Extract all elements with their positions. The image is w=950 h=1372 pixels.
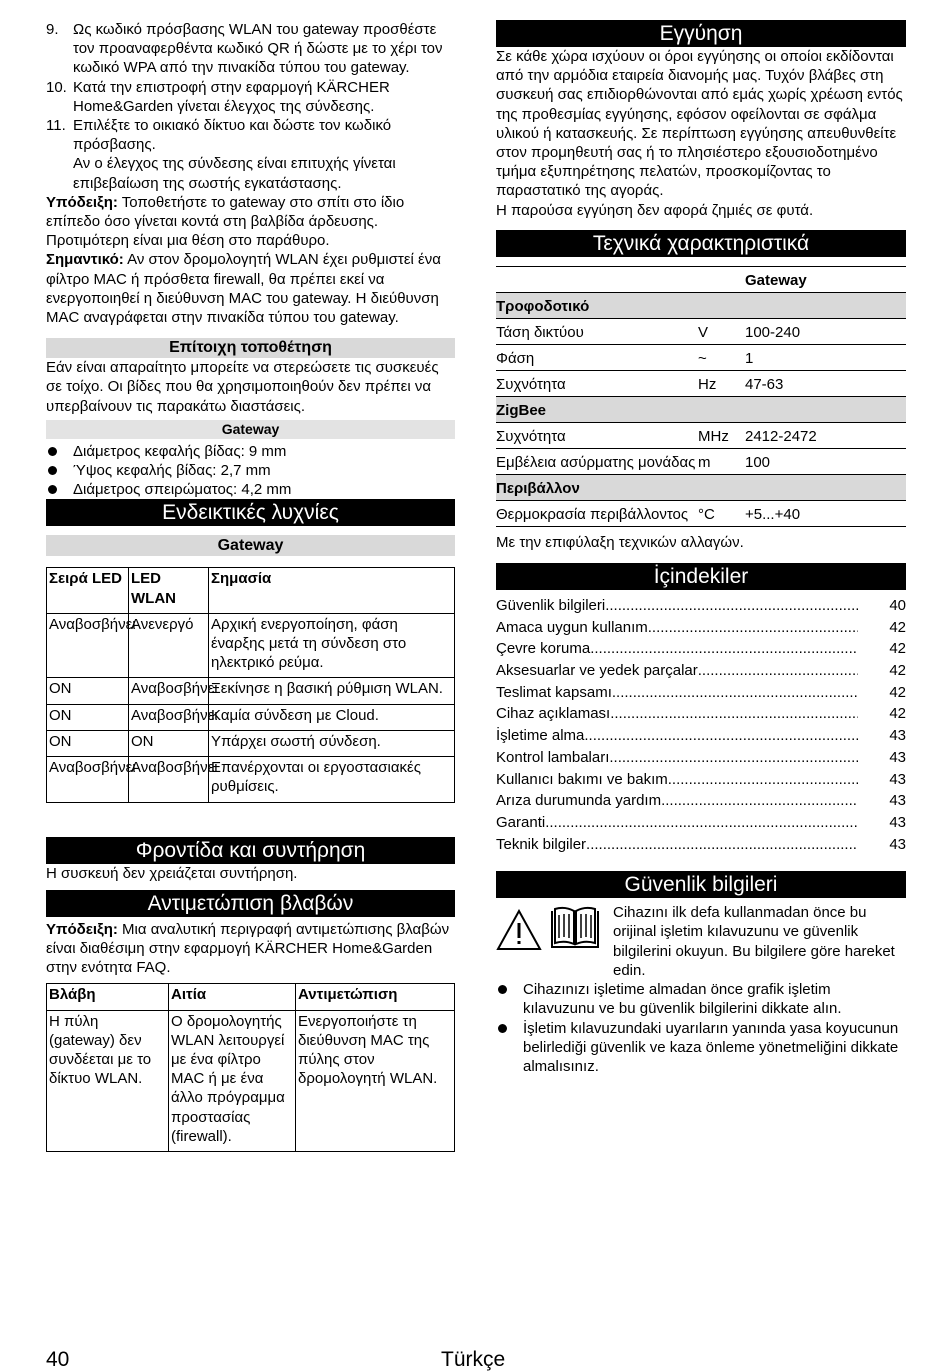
- hint-text: Τοποθετήστε το gateway στο σπίτι στο ίδιο επίπεδο όσο γίνεται κοντά στη βαλβίδα άρδευσης. Προτιμότερη είναι μια θέση στο παράθυρο.: [46, 193, 405, 250]
- technical-data-row: [496, 423, 906, 449]
- troubleshooting-header-cell: Βλάβη: [47, 984, 169, 1010]
- technical-data-value: 47-63: [745, 375, 784, 393]
- warranty-heading: Εγγύηση: [496, 20, 906, 47]
- troubleshooting-table-header: [47, 984, 455, 1010]
- toc-entry: [496, 661, 906, 683]
- technical-data-section-label: Περιβάλλον: [496, 479, 580, 497]
- led-table-row: [47, 757, 455, 802]
- toc-leader-dots: [609, 748, 858, 767]
- step-text: Ως κωδικό πρόσβασης WLAN του gateway προσθέστε τον προαναφερθέντα κωδικό QR ή δώστε με το χέρι τον κωδικό WPA από την πινακίδα τύπου του gateway.: [73, 21, 443, 77]
- led-table-row: [47, 678, 455, 704]
- manual-book-icon: [549, 905, 601, 951]
- toc-leader-dots: [590, 639, 858, 658]
- wall-mount-subheading: Gateway: [46, 420, 455, 439]
- troubleshooting-hint-label: Υπόδειξη:: [46, 920, 118, 938]
- technical-data-label: Τάση δικτύου: [496, 323, 584, 341]
- step-number: 11.: [46, 117, 66, 135]
- troubleshooting-row: [47, 1010, 455, 1151]
- technical-data-unit: ~: [698, 349, 707, 367]
- troubleshooting-cell: Η πύλη (gateway) δεν συνδέεται με το δίκτυο WLAN.: [47, 1010, 169, 1151]
- technical-data-unit: m: [698, 453, 711, 471]
- technical-data-unit: °C: [698, 505, 715, 523]
- step-number: 10.: [46, 78, 67, 96]
- setup-steps: [46, 20, 455, 154]
- toc-entry: [496, 683, 906, 705]
- toc-entry-title: Teknik bilgiler: [496, 835, 587, 853]
- led-table-cell: Αναβοσβήνει: [47, 613, 129, 678]
- led-table-cell: Ανενεργό: [129, 613, 209, 678]
- led-table-cell: ON: [129, 730, 209, 756]
- led-table-cell: ON: [47, 704, 129, 730]
- toc-entry: [496, 748, 906, 770]
- step-text: Επιλέξτε το οικιακό δίκτυο και δώστε τον κωδικό πρόσβασης.: [73, 117, 392, 154]
- led-table-cell: ON: [47, 678, 129, 704]
- troubleshooting-table: [46, 983, 455, 1152]
- safety-intro-text: Cihazını ilk defa kullanmadan önce bu orijinal işletim kılavuzunu ve güvenlik bilgilerini okuyun. Bu bilgilere göre hareket edin.: [613, 904, 895, 979]
- troubleshooting-header-cell: Αιτία: [169, 984, 296, 1010]
- troubleshooting-heading: Αντιμετώπιση βλαβών: [46, 890, 455, 917]
- toc-entry-page: 42: [889, 618, 906, 636]
- technical-data-value: +5...+40: [745, 505, 801, 523]
- toc-entry: [496, 618, 906, 640]
- hint-label: Υπόδειξη:: [46, 193, 118, 211]
- toc-entry-title: Kullanıcı bakımı ve bakım: [496, 770, 668, 788]
- technical-data-section-label: Τροφοδοτικό: [496, 297, 590, 315]
- technical-data-row: [496, 319, 906, 345]
- led-table-cell: Αναβοσβήνει: [129, 678, 209, 704]
- led-table-cell: Ξεκίνησε η βασική ρύθμιση WLAN.: [209, 678, 455, 704]
- technical-data-section: [496, 293, 906, 319]
- safety-bullet-item: Cihazınızı işletime almadan önce grafik işletim kılavuzunu ve bu güvenlik bilgilerini dikkate alın.: [496, 980, 906, 1018]
- toc-entry-page: 43: [889, 813, 906, 831]
- toc-entry: [496, 596, 906, 618]
- toc-leader-dots: [610, 704, 858, 723]
- led-table-header-cell: LED WLAN: [129, 568, 209, 613]
- hint-paragraph: [46, 193, 455, 251]
- technical-data-unit: MHz: [698, 427, 729, 445]
- toc-leader-dots: [668, 770, 858, 789]
- led-table-cell: Επανέρχονται οι εργοστασιακές ρυθμίσεις.: [209, 757, 455, 802]
- wall-mount-bullet-item: Διάμετρος κεφαλής βίδας: 9 mm: [46, 442, 455, 461]
- toc-heading: İçindekiler: [496, 563, 906, 590]
- troubleshooting-hint: [46, 920, 455, 978]
- troubleshooting-cell: Ο δρομολογητής WLAN λειτουργεί με ένα φίλτρο MAC ή με ένα άλλο πρόγραμμα προστασίας (firewall).: [169, 1010, 296, 1151]
- toc-leader-dots: [605, 596, 858, 615]
- care-text: Η συσκευή δεν χρειάζεται συντήρηση.: [46, 864, 298, 882]
- toc-entry: [496, 726, 906, 748]
- toc-entry-title: Garanti: [496, 813, 546, 831]
- page-number: 40: [46, 1348, 70, 1371]
- led-table-cell: Αναβοσβήνει: [47, 757, 129, 802]
- step-11-continuation: Αν ο έλεγχος της σύνδεσης είναι επιτυχής γίνεται επιβεβαίωση της σωστής εγκατάστασης.: [73, 155, 396, 192]
- toc-entry: [496, 770, 906, 792]
- wall-mount-text: Εάν είναι απαραίτητο μπορείτε να στερεώσετε τις συσκευές σε τοίχο. Οι βίδες που θα χρησιμοποιηθούν δεν πρέπει να υπερβαίνουν τις παρακάτω διαστάσεις.: [46, 359, 439, 415]
- led-heading: Ενδεικτικές λυχνίες: [46, 499, 455, 526]
- technical-data-label: Φάση: [496, 349, 535, 367]
- toc-entry-title: Çevre koruma: [496, 640, 591, 658]
- toc-entry-page: 43: [889, 748, 906, 766]
- led-subheading: Gateway: [46, 535, 455, 556]
- toc-entry-title: Kontrol lambaları: [496, 748, 610, 766]
- led-table-cell: Καμία σύνδεση με Cloud.: [209, 704, 455, 730]
- toc-entry: [496, 791, 906, 813]
- step-text: Κατά την επιστροφή στην εφαρμογή KÄRCHER Home&Garden γίνεται έλεγχος της σύνδεσης.: [73, 78, 390, 115]
- toc-entry-title: Teslimat kapsamı: [496, 683, 612, 701]
- toc-leader-dots: [586, 835, 858, 854]
- toc-entry: [496, 639, 906, 661]
- technical-data-label: Συχνότητα: [496, 427, 566, 445]
- technical-data-unit: Hz: [698, 375, 717, 393]
- wall-mount-bullets: [46, 442, 455, 500]
- technical-data-row: [496, 501, 906, 527]
- toc-leader-dots: [545, 813, 858, 832]
- led-table-row: [47, 613, 455, 678]
- toc-entry-title: Arıza durumunda yardım: [496, 792, 662, 810]
- toc-entry-page: 43: [889, 727, 906, 745]
- led-table-header-cell: Σημασία: [209, 568, 455, 613]
- toc-entry-page: 42: [889, 705, 906, 723]
- toc-entry-page: 42: [889, 662, 906, 680]
- toc-entry-title: Güvenlik bilgileri: [496, 597, 606, 615]
- important-text: Αν στον δρομολογητή WLAN έχει ρυθμιστεί ένα φίλτρο MAC ή πρόσθετα firewall, θα πρέπει εκεί να ενεργοποιηθεί η διεύθυνση MAC του gateway. Η διεύθυνση MAC αναγράφεται στην πινακίδα τύπου του gateway.: [46, 251, 441, 327]
- technical-data-value: 100: [745, 453, 771, 471]
- important-label: Σημαντικό:: [46, 251, 124, 269]
- step-item: [46, 78, 455, 116]
- technical-data-section: [496, 475, 906, 501]
- toc-entry-page: 40: [889, 597, 906, 615]
- technical-data-heading: Τεχνικά χαρακτηριστικά: [496, 230, 906, 257]
- technical-data-label: Συχνότητα: [496, 375, 566, 393]
- step-item: [46, 116, 455, 154]
- toc-entry-title: Amaca uygun kullanım: [496, 618, 648, 636]
- step-item: [46, 20, 455, 78]
- toc-leader-dots: [698, 661, 858, 680]
- technical-data-header-row: [496, 267, 906, 293]
- table-of-contents: [496, 596, 906, 856]
- toc-entry-page: 42: [889, 640, 906, 658]
- technical-data-label: Εμβέλεια ασύρματης μονάδας: [496, 453, 696, 471]
- led-table: [46, 567, 455, 802]
- warning-triangle-icon: [496, 909, 542, 951]
- toc-entry: [496, 813, 906, 835]
- technical-data-value: 1: [745, 349, 754, 367]
- toc-entry-page: 43: [889, 835, 906, 853]
- right-column: [496, 20, 906, 1076]
- led-table-header-cell: Σειρά LED: [47, 568, 129, 613]
- wall-mount-bullet-item: Ύψος κεφαλής βίδας: 2,7 mm: [46, 461, 455, 480]
- led-table-row: [47, 704, 455, 730]
- technical-data-note: Με την επιφύλαξη τεχνικών αλλαγών.: [496, 533, 744, 551]
- care-heading: Φροντίδα και συντήρηση: [46, 837, 455, 864]
- led-table-cell: Αναβοσβήνει: [129, 704, 209, 730]
- led-table-row: [47, 730, 455, 756]
- technical-data-row: [496, 449, 906, 475]
- technical-data-value: 100-240: [745, 323, 801, 341]
- toc-entry-page: 43: [889, 792, 906, 810]
- technical-data-label: Θερμοκρασία περιβάλλοντος: [496, 505, 689, 523]
- toc-entry: [496, 704, 906, 726]
- toc-entry-page: 42: [889, 683, 906, 701]
- technical-data-section: [496, 397, 906, 423]
- warranty-note: Η παρούσα εγγύηση δεν αφορά ζημιές σε φυτά.: [496, 201, 814, 219]
- led-table-cell: Υπάρχει σωστή σύνδεση.: [209, 730, 455, 756]
- toc-leader-dots: [661, 791, 858, 810]
- led-table-cell: Αρχική ενεργοποίηση, φάση έναρξης μετά τη σύνδεση στο ηλεκτρικό ρεύμα.: [209, 613, 455, 678]
- technical-data-unit: V: [698, 323, 709, 341]
- troubleshooting-hint-text: Μια αναλυτική περιγραφή αντιμετώπισης βλαβών είναι διαθέσιμη στην εφαρμογή KÄRCHER Home&Garden στην ενότητα FAQ.: [46, 920, 450, 977]
- troubleshooting-header-cell: Αντιμετώπιση: [296, 984, 455, 1010]
- technical-data-section-label: ZigBee: [496, 401, 547, 419]
- led-table-header: [47, 568, 455, 613]
- toc-leader-dots: [584, 726, 858, 745]
- important-paragraph: [46, 250, 455, 327]
- technical-data-table: [496, 266, 906, 527]
- toc-entry-title: Cihaz açıklaması: [496, 705, 611, 723]
- technical-data-value: 2412-2472: [745, 427, 817, 445]
- safety-intro-block: [496, 903, 906, 980]
- toc-leader-dots: [612, 683, 858, 702]
- warranty-text: Σε κάθε χώρα ισχύουν οι όροι εγγύησης οι οποίοι εκδίδονται από την αρμόδια εταιρεία διανομής μας. Τυχόν βλάβες στη συσκευή σας επιδιορθώνονται από εμάς χωρίς χρέωση εντός της προθεσμίας εγγύησης, εφόσον οφείλονται σε σφάλμα υλικού ή κατασκευής. Σε περίπτωση εγγύησης απευθυνθείτε στον προμηθευτή σας ή το πλησιέστερο εξουσιοδοτημένο τμήμα εξυπηρέτησης πελατών, προσκομίζοντας το παραστατικό της αγοράς.: [496, 48, 903, 200]
- wall-mount-heading: Επίτοιχη τοποθέτηση: [46, 338, 455, 358]
- safety-bullet-item: İşletim kılavuzundaki uyarıların yanında yasa koyucunun belirlediği güvenlik ve kaza önleme yönetmeliğini dikkate almalısınız.: [496, 1019, 906, 1077]
- led-table-cell: ON: [47, 730, 129, 756]
- toc-entry-title: İşletime alma: [496, 727, 585, 745]
- wall-mount-bullet-item: Διάμετρος σπειρώματος: 4,2 mm: [46, 480, 455, 499]
- step-number: 9.: [46, 21, 59, 38]
- left-column: [46, 20, 455, 1152]
- toc-leader-dots: [648, 618, 858, 637]
- troubleshooting-cell: Ενεργοποιήστε τη διεύθυνση MAC της πύλης στον δρομολογητή WLAN.: [296, 1010, 455, 1151]
- technical-data-row: [496, 345, 906, 371]
- technical-data-column-gateway: Gateway: [745, 271, 807, 289]
- toc-entry-title: Aksesuarlar ve yedek parçalar: [496, 662, 698, 680]
- toc-entry: [496, 835, 906, 857]
- footer-language: Türkçe: [441, 1348, 506, 1371]
- toc-entry-page: 43: [889, 770, 906, 788]
- safety-heading: Güvenlik bilgileri: [496, 871, 906, 898]
- led-table-cell: Αναβοσβήνει: [129, 757, 209, 802]
- technical-data-row: [496, 371, 906, 397]
- safety-bullets: [496, 980, 906, 1076]
